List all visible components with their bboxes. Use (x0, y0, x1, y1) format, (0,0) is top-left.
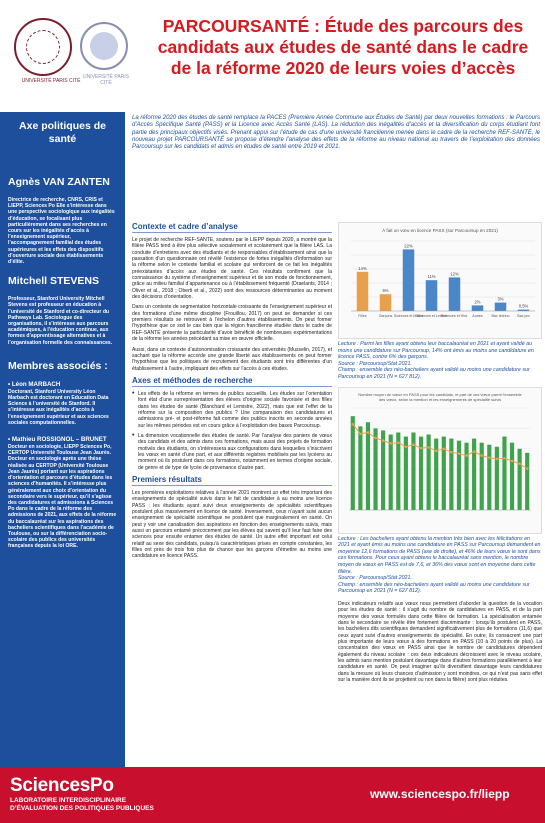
chart-1-bar (472, 305, 484, 311)
context-paragraph-2: Dans un contexte de segmentation horizontale croissante de l’enseignement supérieur et des formations d’une même discipline (Frouillou, 2017) on peut se demander si ces premiers résultats se retrouvent à l’échelon d’autres établissements. On peut former l’hypothèse que ce soit le cas bien que la région francilienne étudiée dans le cadre de REF-SANTÉ présente la particularité d’avoir bénéficié de nombreuses expérimentations de la réforme les années précédant sa mise en œuvre officielle. (132, 304, 332, 343)
section-title-methods: Axes et méthodes de recherche (132, 376, 332, 387)
university-logo (80, 22, 130, 86)
chart-2 (338, 387, 542, 534)
chart-1-data-label: 22% (404, 243, 413, 249)
section-title-context: Contexte et cadre d’analyse (132, 222, 332, 233)
chart-2-point (488, 456, 491, 459)
chart-1-category-label: Bac pro (517, 314, 530, 318)
methods-bullet-2: • La dimension vocationnelle des études de santé. Par l’analyse des paniers de vœux des candidats et des admis dans ces formations, mais aussi des projets de formation motivés des étudiants, on s’intéressera aux configurations dans lesquelles s’inscrivent les vœux en santé d’une part, et aux différents registres mobilisés par les lycéens au moment où ils postulent dans ces formations, notamment en termes d’origine sociale, de genre et de type de lycée de provenance d’autre part. (132, 433, 332, 471)
website-link[interactable]: www.sciencespo.fr/liepp (370, 787, 510, 801)
chart-2-point (389, 442, 392, 445)
chart-1-bar (380, 294, 392, 311)
chart-2-bar (502, 436, 506, 509)
intro-text: La réforme 2020 des études de santé remplace la PACES (Première Année Commune aux Études de Santé) par deux nouvelles formations : le Parcours d’Accès Spécifique Santé (PASS) et la Licence avec Accès Santé (LAS). La réduction des inégalités d’accès et la diversification du corps étudiant font partie des principaux objectifs visés. Prenant appui sur l’étude de cas d’une université francilienne menée dans le cadre de la recherche REF-SANTE, le nouveau projet PARCOURSANTÉ se propose d’étendre l’analyse des effets de la réforme au niveau national au travers de l’exploitation des données Parcoursup sur les candidats et admis en études de santé entre 2019 et 2021. (132, 115, 540, 151)
university-logo-text: UNIVERSITÉ PARIS CITÉ (82, 74, 130, 86)
chart-2-point (367, 431, 370, 434)
chart-2-lecture: Lecture : Les bacheliers ayant obtenu la mention très bien avec les félicitations en 2021 et ayant émis au moins une candidature en PASS sur Parcoursup demandent en moyenne 12,6 formations de PASS (axe de droite), et 46% de leurs vœux le sont dans ces formations. Pour ceux ayant obtenu le baccalauréat sans mention, le nombre moyen de vœux en PASS est de 7,6, et 36% des vœux sont en moyenne dans cette filière. (338, 535, 541, 575)
member1-bio: Doctorant, Stanford University Léon Marbach est doctorant en Education Data Science à l’université de Stanford. Il s’intéresse aux inégalités d’accès à l’enseignement supérieur et aux sciences sociales computationnelles. (8, 388, 109, 426)
chart-2-bar (472, 438, 476, 509)
chart-1-bar (495, 303, 507, 311)
member2-bio: Docteur en sociologie, LIEPP Sciences Po, CERTOP Université Toulouse Jean Jaurès. Docteur en sociologie après une thèse réalisée au CERTOP (Université Toulouse Jean Jaurès) portant sur les aspirations d’orientation et parcours d’études dans les sciences d’humanités. Il s’intéresse plus généralement aux choix d’orientation du secondaire vers le supérieur, qu’il s’agisse des candidatures et admissions à Sciences Po dans le cadre de la réforme des admissions de 2021, aux effets de la réforme du baccalauréat sur les aspirations des bacheliers scientifiques dans l’académie de Toulouse, ou sur la différenciation socio-scolaire des publics des universités françaises depuis la loi ORE. (8, 444, 117, 550)
chart-2-point (435, 449, 438, 452)
chart-2-point (359, 432, 362, 435)
chart-1-data-label: 3% (497, 296, 504, 302)
chart-1-bar (426, 280, 438, 311)
chart-2-source: Source : Parcoursup/Stat 2021. (338, 575, 412, 582)
idex-logo-inner (26, 30, 60, 64)
section-title-results: Premiers résultats (132, 475, 332, 486)
chart-1-champ: Champ : ensemble des néo-bacheliers ayant validé au moins une candidature sur Parcoursup en 2021 (N = 627 812). (338, 367, 530, 380)
lab-name (10, 797, 154, 813)
chart-1-category-label: Garçons (378, 314, 393, 318)
chart-1-category-label: Autres (472, 314, 483, 318)
chart-2-point (374, 436, 377, 439)
chart-2-bar (457, 440, 461, 509)
chart-1-category-label: Bac techno (491, 314, 510, 318)
chart-1-data-label: 2% (474, 299, 481, 305)
chart-1-lecture: Lecture : Parmi les filles ayant obtenu leur baccalauréat en 2021 et ayant validé au moins une candidature sur Parcoursup, 14% ont émis au moins une candidature en licence PASS, contre 6% des garçons. (338, 341, 534, 361)
chart-2-bar (518, 448, 522, 509)
chart-2-point (503, 457, 506, 460)
chart-1-title: À fait un vœu en licence PASS (sur Parcoursup en 2021) (382, 228, 498, 233)
chart-2-point (450, 450, 453, 453)
chart-2-champ: Champ : ensemble des néo-bacheliers ayant validé au moins une candidature sur Parcoursup en 2021 (N = 627 812). (338, 581, 530, 595)
chart-2-bar (525, 452, 529, 509)
chart-2-point (458, 452, 461, 455)
analysis-paragraph: Deux indicateurs relatifs aux vœux nous permettent d’aborder la question de la vocation pour les études de santé : il s’agit du nombre de candidatures en PASS, et de la part moyenne des vœux formulés dans cette filière de formation. La spécialisation entamée dans le secondaire se révèle être fortement discriminante : lorsqu’ils postulent en PASS, les bacheliers dits scientifiques demandent significativement plus de formations (11,6) que ceux ayant suivi d’autres enseignements de spécialité. En outre, ils consacrent une part plus importante de leurs vœux à des formations en PASS (10 à 20 points de plus). La concentration des vœux en PASS ainsi que le nombre de candidatures dépendent également du niveau scolaire : ces deux indicateurs décroissent avec le niveau scolaire, les admis sans mention postulant davantage dans d’autres formations parallèlement à leur candidature en santé. On peut imaginer qu’ils diversifient davantage leurs candidatures dans la mesure où leurs chances d’admission y sont moindres, ce qui n’est pas sans effet sur la manière dont ils se projettent ou non dans la filière) sont plus réduites. (338, 600, 542, 684)
chart-2-point (480, 454, 483, 457)
chart-2-point (420, 446, 423, 449)
right-column (338, 222, 542, 683)
chart-2-bar (351, 416, 355, 510)
member2-name: • Mathieu ROSSIGNOL – BRUNET (8, 436, 107, 444)
chart-1-category-label: Filles (358, 314, 367, 318)
chart-2-bar (434, 438, 438, 509)
chart-2-point (465, 454, 468, 457)
chart-2-bar (449, 438, 453, 509)
chart-1-bar (357, 272, 369, 311)
methods-bullet-1: • Les effets de la réforme en termes de publics accueillis. Les études sur l’orientation font état d’une surreprésentation des élèves d’origine sociale favorisée et des filles dans les études de santé (Blanchard et Lemistre, 2022), mais que est l’effet de la réforme sur la composition des publics ? Une comparaison des candidatures et admissions pré- et post-réforme fait comme des publics inscrits en seconde années sur les mêmes périodes est en cours grâce à l’exploitation des bases Parcoursup. (132, 391, 332, 429)
poster-title: PARCOURSANTÉ : Étude des parcours des candidats aux études de santé dans le cadre de la réforme 2020 de leurs voies d’accès (157, 16, 529, 78)
member1-name: • Léon MARBACH (8, 380, 61, 388)
chart-2-bar (366, 422, 370, 510)
idex-logo-text: UNIVERSITÉ PARIS CITÉ (21, 78, 81, 84)
chart-1-data-label: 11% (427, 274, 436, 280)
chart-1-bar (403, 249, 415, 311)
lab-name-line-2: D’ÉVALUATION DES POLITIQUES PUBLIQUES (10, 805, 154, 812)
chart-1-category-label: Sciences et Maths (393, 314, 424, 318)
chart-1-category-label: Sciences et Lettres (416, 314, 447, 318)
results-paragraph: Les premières exploitations relatives à l’année 2021 montrent un effet très important des enseignements de spécialité suivis dans le fait de candidater à au moins une licence PASS : les étudiants ayant suivi deux enseignements de spécialités scientifiques postulent plus massivement en licence de santé. Inversement, ceux n’ayant suivi aucun enseignement de spécialité scientifique ne postulent que marginalement en santé. On peut y voir une canalisation des aspirations en fonction des enseignements suivis, mais aussi un parcours entamé précocement par les élèves qui savent qu’il leur faut faire des sciences pour ensuite entamer des études de santé. Un autre effet important est celui relatif au sexe des candidats, puisqu’à caractéristiques prises en compte constantes, les filles ont près de trois fois plus de chance que les garçons d’émettre au moins une candidature en licence PASS. (132, 490, 332, 560)
chart-2-svg (339, 388, 541, 528)
chart-2-point (442, 447, 445, 450)
left-column (132, 222, 332, 564)
person1-bio: Directrice de recherche, CNRS, CRIS et LIEPP, Sciences Po Elle s’intéresse dans une perspective sociologique aux inégalités d’éducation, se focalisant plus particulièrement dans ses recherches en cours sur les inégalités d’accès à l’enseignement supérieur, l’accompagnement familial des études supérieures et les effets des dispositifs d’ouverture sociale des établissements d’élite. (8, 197, 115, 266)
chart-2-point (496, 457, 499, 460)
members-title: Membres associés : (8, 359, 108, 372)
chart-2-point (405, 445, 408, 448)
chart-2-caption (338, 536, 542, 595)
university-logo-inner (90, 32, 118, 60)
chart-2-point (526, 467, 529, 470)
chart-1-category-label: Sciences et Hist. (441, 314, 468, 318)
chart-2-bar (396, 432, 400, 510)
chart-1-data-label: 6% (382, 288, 389, 294)
chart-1-source: Source : Parcoursup/Stat 2021. (338, 360, 412, 367)
footer (0, 767, 545, 823)
chart-2-point (511, 459, 514, 462)
chart-1 (338, 222, 542, 339)
context-paragraph-1: Le projet de recherche REF-SANTE, soutenu par le LIEPP depuis 2020, a montré que la filière PASS tend à être plus sélective socialement et scolairement que la filière LAS. La conduite d’entretiens avec des étudiants et de responsables d’établissement ainsi que la passation d’un questionnaire ont révélé l’existence de fortes inégalités d’information sur la réforme selon le contexte familial et scolaire qui renforcent de ce fait les inégalités préexistantes d’accès aux études de santé. Ces résultats confirment que la connaissance du système d’enseignement supérieur et de son mode de fonctionnement, grâce au milieu familial d’appartenance ou à l’établissement fréquenté (Draelants, 2014 ; Oliver et al., 2018 ; Oberti et al., 2022) sont des ressources déterminantes au moment des décisions d’orientation. (132, 237, 332, 301)
sciencespo-logo: SciencesPo (10, 775, 114, 796)
sidebar-section-title: Axe politiques de santé (19, 120, 106, 145)
sidebar (0, 112, 125, 767)
chart-2-point (412, 443, 415, 446)
chart-2-point (397, 441, 400, 444)
chart-2-bar (487, 444, 491, 509)
chart-2-point (473, 450, 476, 453)
chart-2-bar (358, 426, 362, 510)
chart-2-point (351, 423, 354, 426)
chart-2-bar (373, 428, 377, 510)
idex-logo (14, 18, 81, 84)
chart-2-point (427, 446, 430, 449)
chart-1-data-label: 0,5% (518, 303, 529, 309)
chart-2-title-line-2: des vœux, selon la mention et les enseignements de spécialité suivis (378, 396, 502, 402)
chart-1-bar (449, 277, 461, 311)
chart-2-bar (381, 430, 385, 510)
chart-1-data-label: 12% (450, 271, 459, 277)
person1-name: Agnès VAN ZANTEN (8, 176, 110, 188)
chart-2-bar (510, 442, 514, 509)
chart-2-bar (480, 442, 484, 509)
chart-2-series-line (353, 424, 527, 468)
chart-2-bar (427, 434, 431, 509)
context-paragraph-3: Aussi, dans un contexte d’autonomisation croissante des universités (Musselin, 2017), et sachant que la réforme accorde une grande liberté aux établissements on peut former l’hypothèse que les politiques de recrutement des étudiants sont très différentes d’un établissement à l’autre, impliquant des effets sur l’accès à ces études. (132, 346, 332, 372)
chart-1-data-label: 14% (358, 265, 367, 271)
chart-2-bar (464, 442, 468, 509)
person2-bio: Professeur, Stanford University Mitchell Stevens est professeur en éducation à l’université de Stanford et co-directeur du Pathways Lab. Sociologue des organisations, il s’intéresse aux parcours académiques, à l’éducation continue, aux formes d’apprentissage alternatives et à l’organisation formelle des connaissances. (8, 296, 113, 346)
chart-2-title: Nombre moyen de vœux en PASS pour les candidats, et part de ces vœux parmi l’ensemble (358, 391, 522, 397)
chart-2-bar (495, 446, 499, 509)
chart-1-caption (338, 341, 542, 381)
logos (8, 8, 138, 93)
person2-name: Mitchell STEVENS (8, 275, 100, 288)
chart-1-svg (339, 223, 541, 333)
chart-2-bar (389, 434, 393, 509)
chart-2-point (382, 439, 385, 442)
chart-2-point (518, 462, 521, 465)
lab-name-line-1: LABORATOIRE INTERDISCIPLINAIRE (10, 797, 127, 804)
